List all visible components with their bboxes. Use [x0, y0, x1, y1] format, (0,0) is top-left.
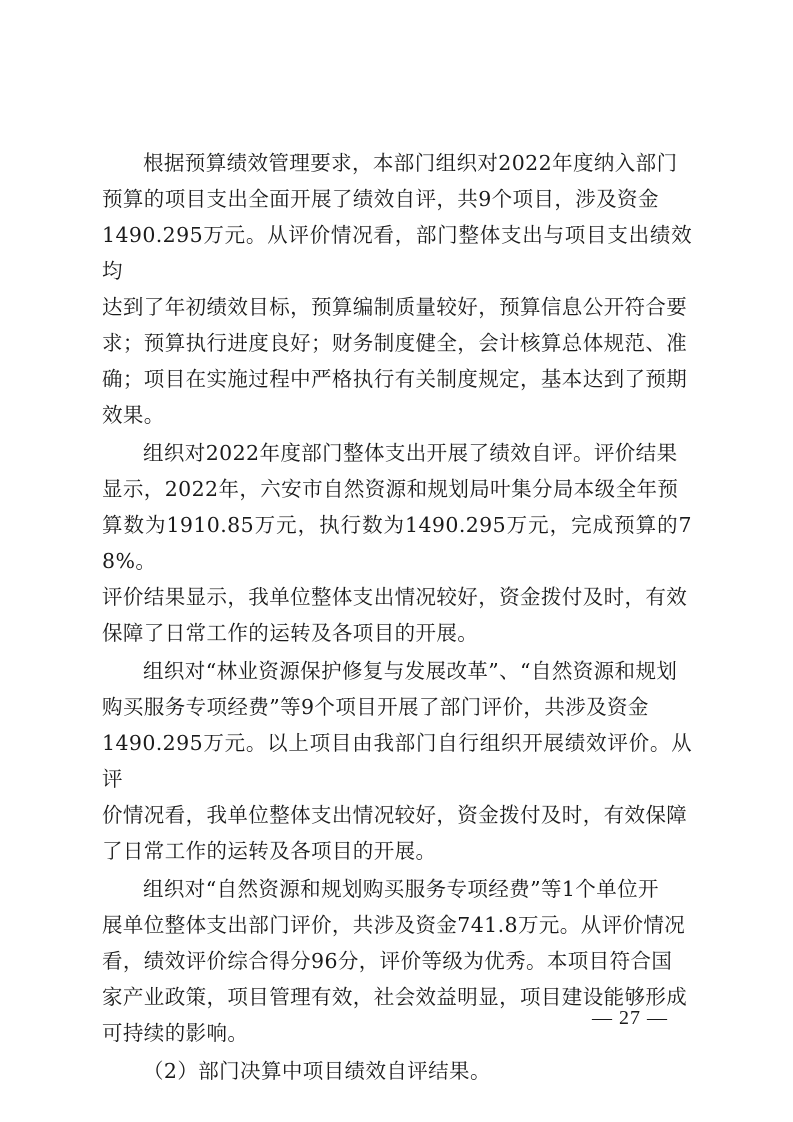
paragraph-project-evaluation: 组织对“林业资源保护修复与发展改革”、“自然资源和规划 购买服务专项经费”等9个项目开展了部门评价，共涉及资金 1490.295万元。以上项目由我部门自行组织开展绩效评价。从评 价情况看，我单位整体支出情况较好，资金拨付及时，有效保障 了日常工作的运转及各项目的开展。 [102, 659, 692, 863]
section-heading-project-results: （2）部门决算中项目绩效自评结果。 [143, 1059, 491, 1083]
paragraph-self-evaluation-overview: 根据预算绩效管理要求，本部门组织对2022年度纳入部门 预算的项目支出全面开展了绩效自评，共9个项目，涉及资金 1490.295万元。从评价情况看，部门整体支出与项目支出绩效均 达到了年初绩效目标，预算编制质量较好，预算信息公开符合要 求；预算执行进度良好；财务制度健全，会计核算总体规范、准 确；项目在实施过程中严格执行有关制度规定，基本达到了预期 效果。 [102, 151, 692, 427]
paragraph-unit-evaluation: 组织对“自然资源和规划购买服务专项经费”等1个单位开 展单位整体支出部门评价，共涉及资金741.8万元。从评价情况 看，绩效评价综合得分96分，评价等级为优秀。本项目符合国 家产业政策，项目管理有效，社会效益明显，项目建设能够形成 可持续的影响。 [102, 877, 688, 1045]
document-body [102, 145, 692, 1089]
paragraph-overall-expenditure-evaluation: 组织对2022年度部门整体支出开展了绩效自评。评价结果 显示，2022年，六安市自然资源和规划局叶集分局本级全年预 算数为1910.85万元，执行数为1490.295万元，完成预算的78%。 评价结果显示，我单位整体支出情况较好，资金拨付及时，有效 保障了日常工作的运转及各项目的开展。 [102, 441, 692, 645]
page-number: — 27 — [592, 1007, 668, 1029]
